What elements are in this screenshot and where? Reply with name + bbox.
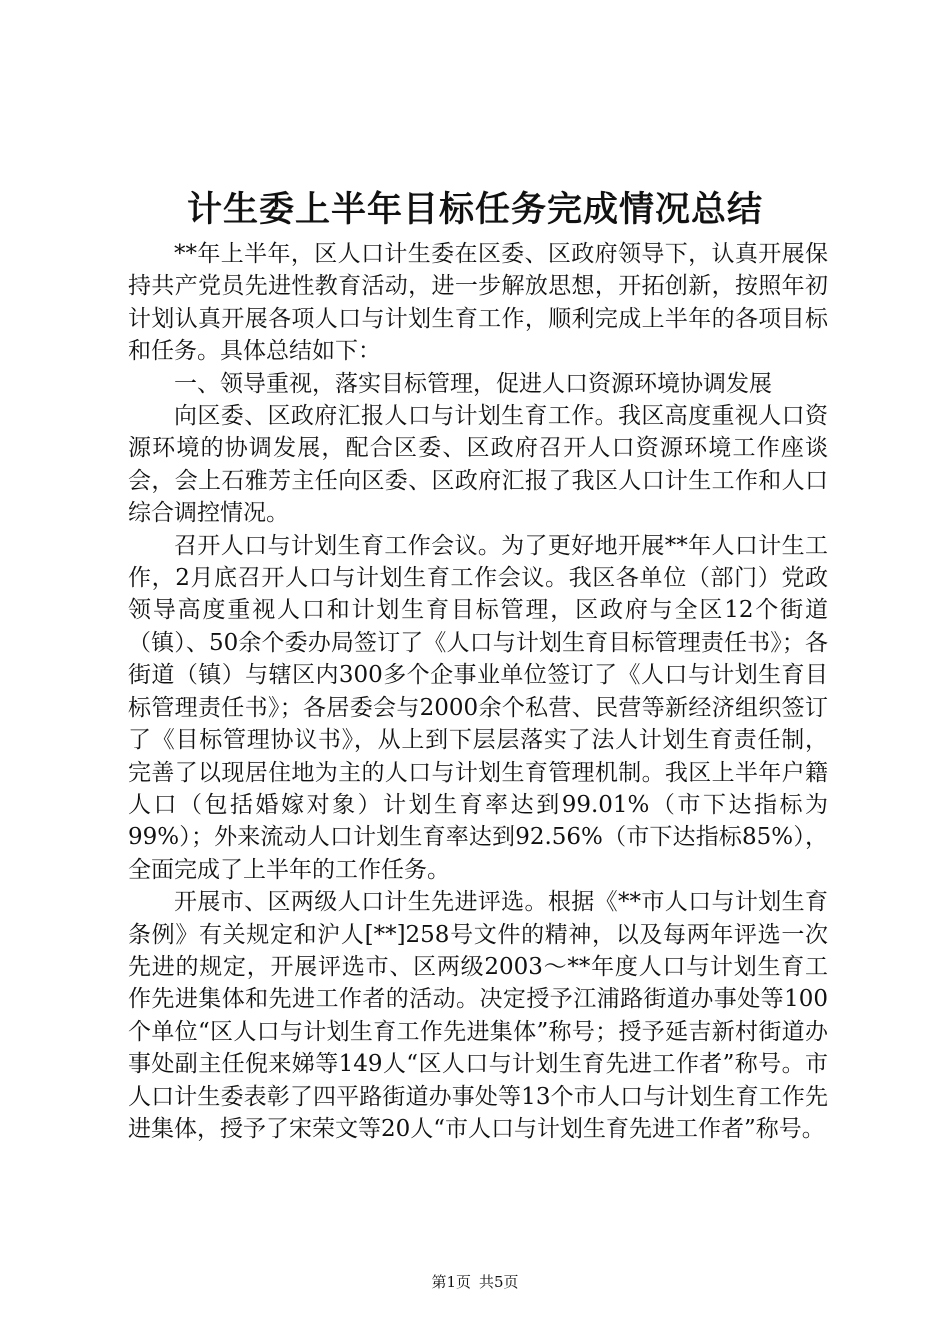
document-body — [128, 238, 828, 1145]
paragraph-intro: **年上半年，区人口计生委在区委、区政府领导下，认真开展保持共产党员先进性教育活动，进一步解放思想，开拓创新，按照年初计划认真开展各项人口与计划生育工作，顺利完成上半年的各项目标和任务。具体总结如下： — [128, 241, 828, 365]
paragraph-meeting: 召开人口与计划生育工作会议。为了更好地开展**年人口计生工作，2月底召开人口与计划生育工作会议。我区各单位（部门）党政领导高度重视人口和计划生育目标管理，区政府与全区12个街道（镇）、50余个委办局签订了《人口与计划生育目标管理责任书》；各街道（镇）与辖区内300多个企事业单位签订了《人口与计划生育目标管理责任书》；各居委会与2000余个私营、民营等新经济组织签订了《目标管理协议书》，从上到下层层落实了法人计划生育责任制，完善了以现居住地为主的人口与计划生育管理机制。我区上半年户籍人口（包括婚嫁对象）计划生育率达到99.01%（市下达指标为99%）；外来流动人口计划生育率达到92.56%（市下达指标85%），全面完成了上半年的工作任务。 — [128, 532, 828, 883]
page-total: 共5页 — [479, 1273, 519, 1291]
paragraph-awards: 开展市、区两级人口计生先进评选。根据《**市人口与计划生育条例》有关规定和沪人[**]258号文件的精神，以及每两年评选一次先进的规定，开展评选市、区两级2003～**年度人口与计划生育工作先进集体和先进工作者的活动。决定授予江浦路街道办事处等100个单位“区人口与计划生育工作先进集体”称号；授予延吉新村街道办事处副主任倪来娣等149人“区人口与计划生育先进工作者”称号。市人口计生委表彰了四平路街道办事处等13个市人口与计划生育工作先进集体，授予了宋荣文等20人“市人口与计划生育先进工作者”称号。 — [128, 889, 828, 1142]
page-number: 第1页 — [431, 1273, 471, 1291]
page-footer — [0, 1272, 950, 1292]
document-title: 计生委上半年目标任务完成情况总结 — [186, 189, 763, 230]
section-heading: 一、领导重视，落实目标管理，促进人口资源环境协调发展 — [174, 370, 772, 397]
paragraph-report: 向区委、区政府汇报人口与计划生育工作。我区高度重视人口资源环境的协调发展，配合区委、区政府召开人口资源环境工作座谈会，会上石雅芳主任向区委、区政府汇报了我区人口计生工作和人口综合调控情况。 — [128, 403, 828, 527]
